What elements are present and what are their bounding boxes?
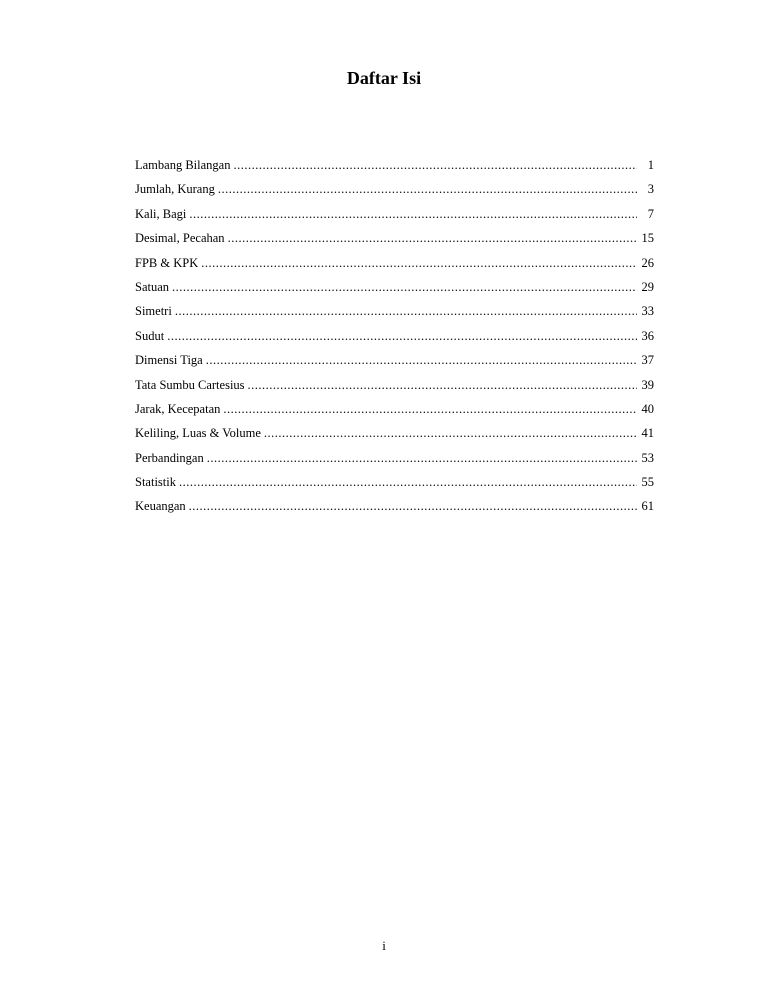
- toc-entry[interactable]: [135, 301, 654, 325]
- toc-entry-page: 15: [641, 231, 654, 246]
- toc-dot-leader: [264, 423, 637, 443]
- toc-entry-label: Satuan: [135, 279, 170, 294]
- toc-entry[interactable]: [135, 472, 654, 496]
- toc-entry[interactable]: [135, 375, 654, 399]
- toc-entry[interactable]: [135, 253, 654, 277]
- toc-dot-leader: [233, 155, 637, 175]
- toc-entry-label: Jarak, Kecepatan: [135, 401, 221, 416]
- page-number: i: [382, 938, 386, 953]
- toc-dot-leader: [189, 496, 637, 516]
- toc-entry-page: 36: [641, 328, 654, 343]
- toc-entry[interactable]: [135, 228, 654, 252]
- toc-entry-page: 1: [647, 158, 654, 172]
- toc-entry-page: 37: [641, 353, 654, 368]
- toc-entry[interactable]: [135, 179, 654, 203]
- toc-entry-label: Sudut: [135, 328, 165, 343]
- toc-entry[interactable]: [135, 448, 654, 472]
- toc-entry-label: Tata Sumbu Cartesius: [135, 377, 245, 392]
- toc-dot-leader: [248, 375, 637, 395]
- toc-entry-label: Keuangan: [135, 499, 186, 514]
- toc-dot-leader: [189, 204, 637, 224]
- toc-dot-leader: [175, 301, 637, 321]
- toc-entry-label: Statistik: [135, 475, 176, 490]
- toc-entry-label: Jumlah, Kurang: [135, 182, 215, 197]
- page-title: Daftar Isi: [346, 68, 422, 88]
- toc-entry-page: 29: [641, 279, 654, 294]
- toc-entry[interactable]: [135, 155, 654, 179]
- toc-entry-page: 33: [641, 304, 654, 319]
- toc-entry-page: 40: [641, 401, 654, 416]
- toc-entry-label: Lambang Bilangan: [135, 158, 231, 172]
- toc-dot-leader: [167, 326, 637, 346]
- toc-entry-label: Keliling, Luas & Volume: [135, 426, 261, 441]
- toc-dot-leader: [218, 179, 637, 199]
- toc-entry-label: FPB & KPK: [135, 255, 199, 270]
- toc-entry-label: Perbandingan: [135, 450, 204, 465]
- toc-dot-leader: [201, 253, 637, 273]
- toc-entry[interactable]: [135, 277, 654, 301]
- toc-entry-page: 55: [641, 475, 654, 490]
- toc-dot-leader: [179, 472, 637, 492]
- toc-entry-label: Simetri: [135, 304, 172, 319]
- toc-dot-leader: [206, 350, 637, 370]
- toc-dot-leader: [223, 399, 637, 419]
- toc-dot-leader: [207, 448, 637, 468]
- toc-entry[interactable]: [135, 496, 654, 520]
- toc-entry-page: 53: [641, 450, 654, 465]
- toc-entry[interactable]: [135, 350, 654, 374]
- toc-entry[interactable]: [135, 399, 654, 423]
- toc-dot-leader: [228, 228, 637, 248]
- toc-entry-page: 41: [641, 426, 654, 441]
- toc-entry-page: 61: [641, 499, 654, 514]
- table-of-contents: [135, 155, 654, 521]
- toc-entry-label: Kali, Bagi: [135, 206, 187, 221]
- toc-dot-leader: [172, 277, 637, 297]
- toc-entry-page: 3: [647, 182, 654, 197]
- toc-entry[interactable]: [135, 204, 654, 228]
- toc-entry-label: Desimal, Pecahan: [135, 231, 225, 246]
- toc-entry-page: 39: [641, 377, 654, 392]
- toc-entry-page: 7: [647, 206, 654, 221]
- toc-entry-page: 26: [641, 255, 654, 270]
- toc-entry-label: Dimensi Tiga: [135, 353, 203, 368]
- toc-entry[interactable]: [135, 423, 654, 447]
- toc-entry[interactable]: [135, 326, 654, 350]
